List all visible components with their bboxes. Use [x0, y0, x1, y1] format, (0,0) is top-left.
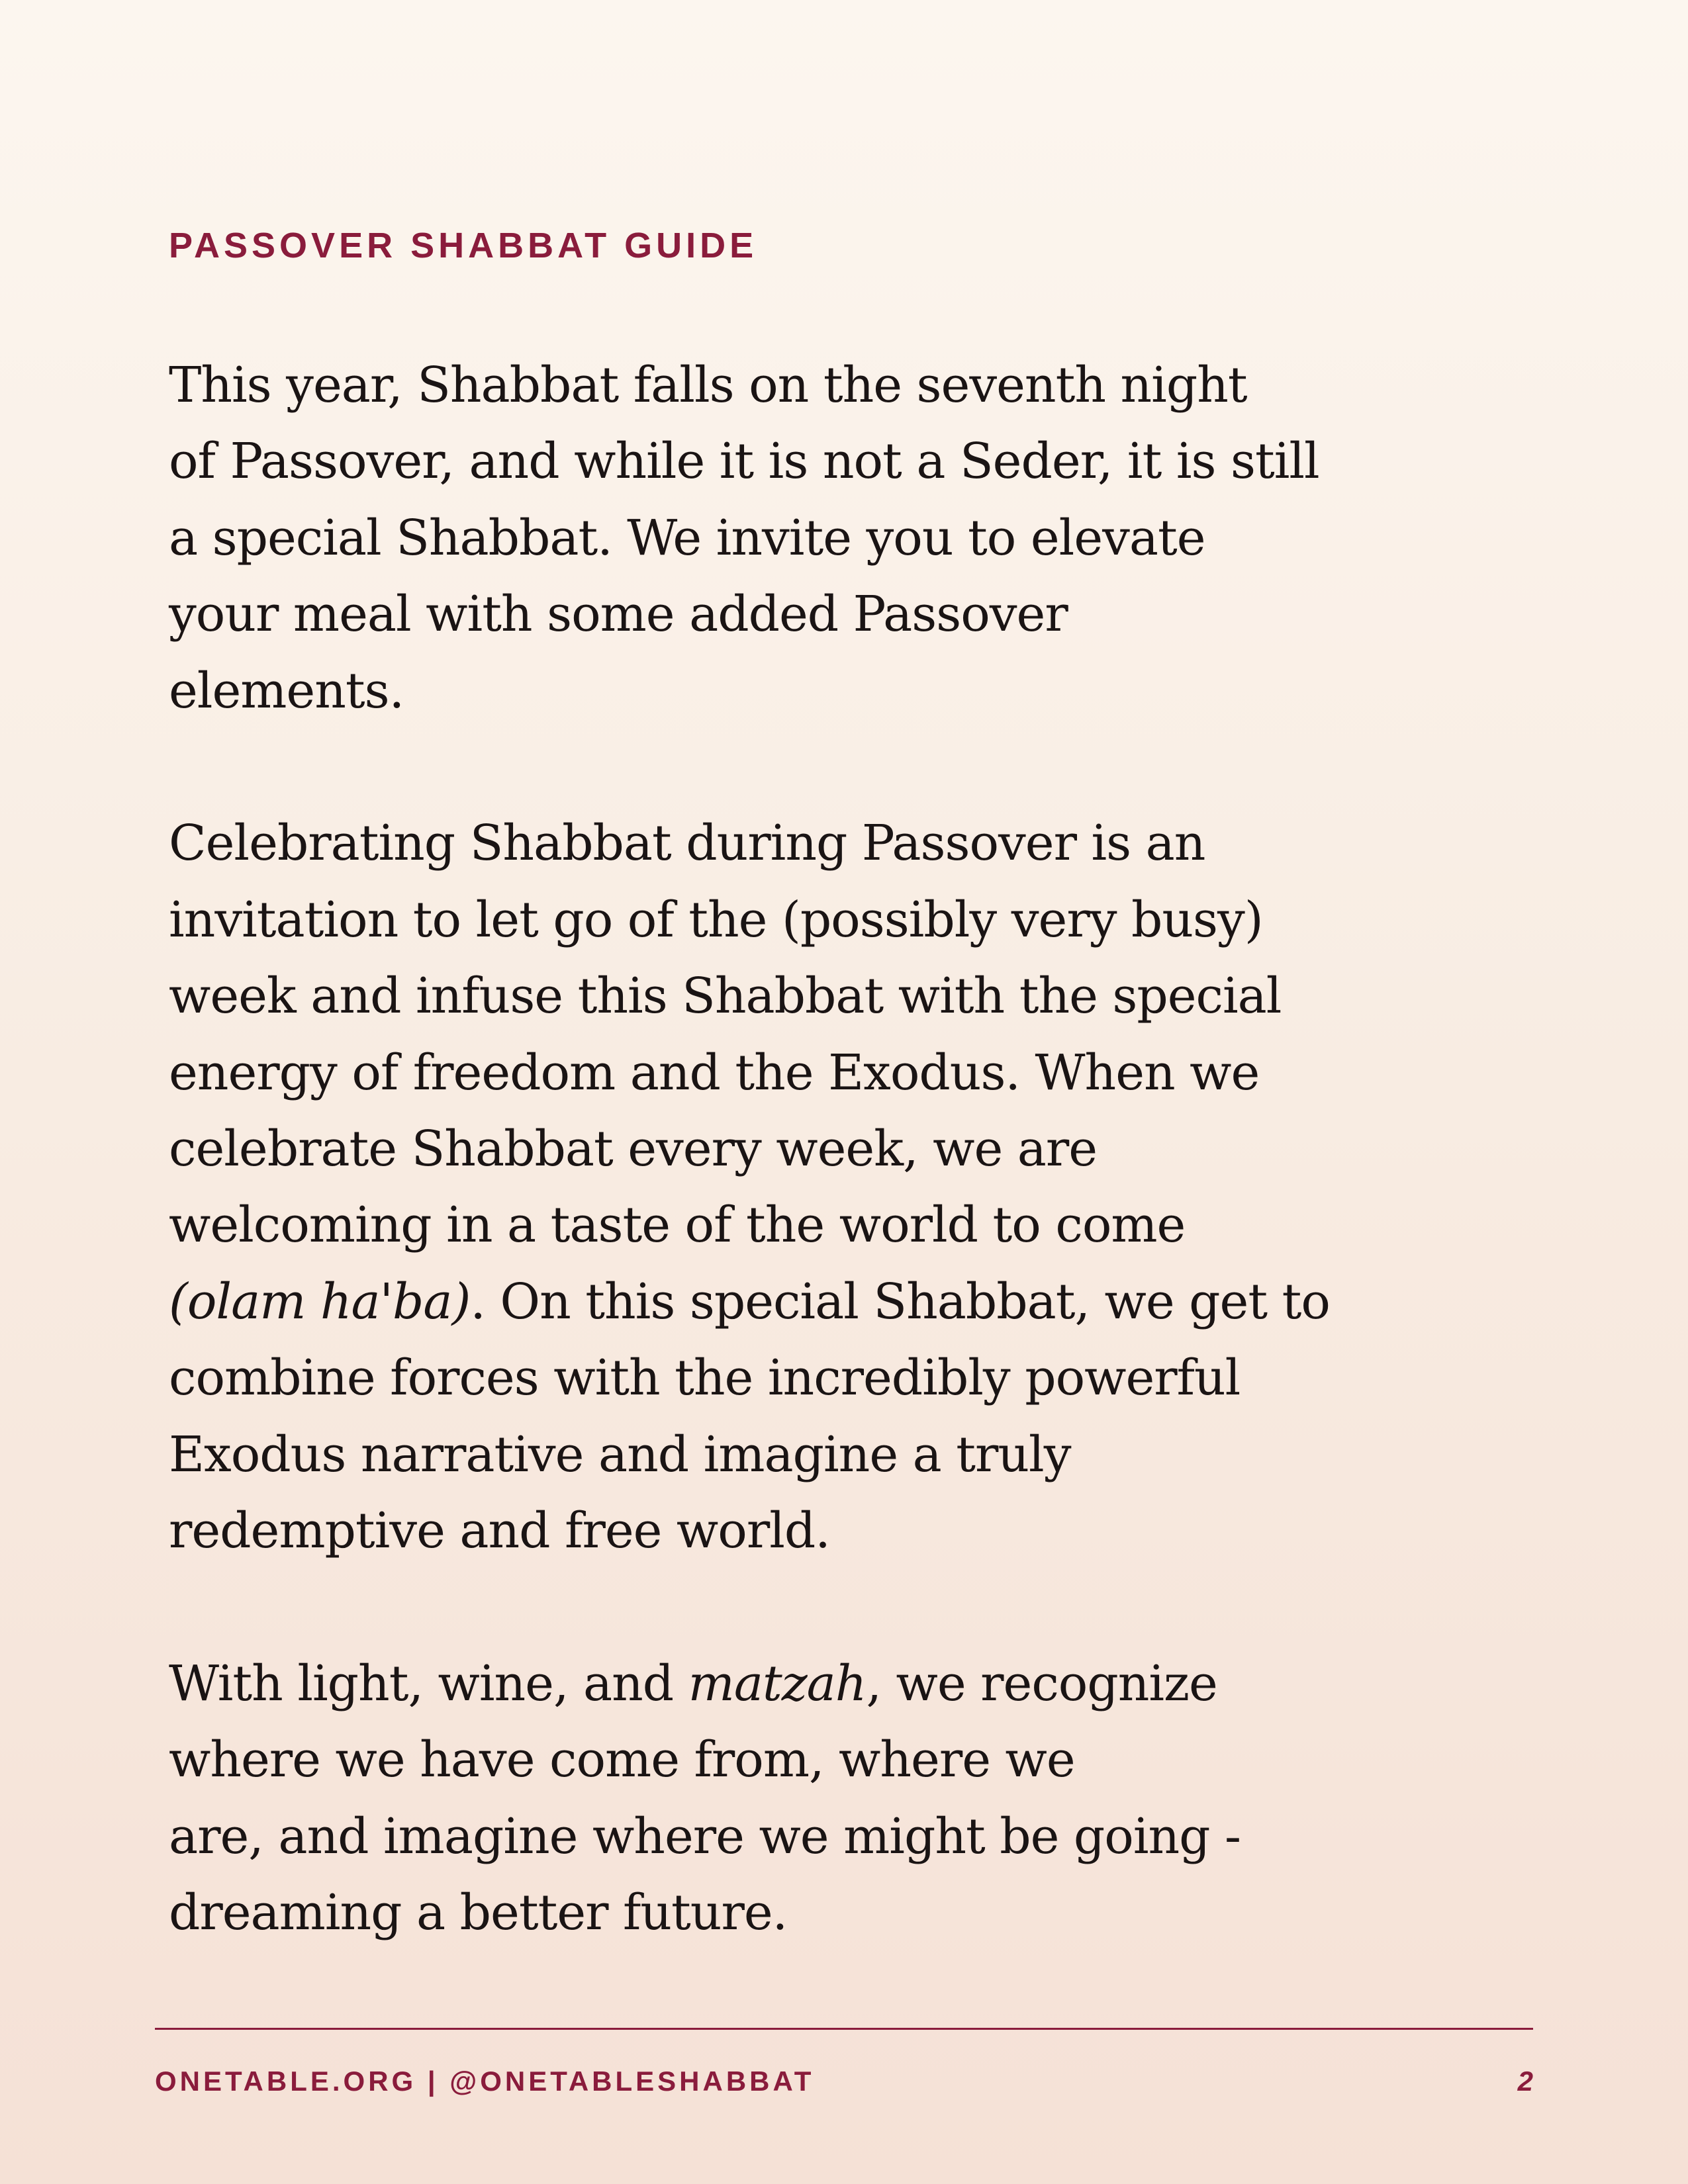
- paragraph-line: welcoming in a taste of the world to come: [169, 1197, 1186, 1254]
- paragraph-line: are, and imagine where we might be going -: [169, 1807, 1241, 1865]
- paragraph-2: [169, 805, 1330, 1569]
- paragraph-line: combine forces with the incredibly powerful: [169, 1349, 1241, 1407]
- paragraph-line: invitation to let go of the (possibly very busy): [169, 891, 1263, 948]
- paragraph-line-start: With light, wine, and: [169, 1655, 688, 1712]
- paragraph-line: Celebrating Shabbat during Passover is an: [169, 815, 1205, 872]
- italic-term-olam-haba: (olam ha'ba): [169, 1273, 471, 1330]
- paragraph-line: where we have come from, where we: [169, 1731, 1075, 1789]
- paragraph-line: Exodus narrative and imagine a truly: [169, 1426, 1071, 1483]
- paragraph-line: week and infuse this Shabbat with the special: [169, 968, 1282, 1025]
- paragraph-line: [169, 1646, 1294, 1722]
- page-number: 2: [1517, 2066, 1533, 2097]
- paragraph-line-rest: , we recognize: [866, 1655, 1217, 1712]
- paragraph-line: celebrate Shabbat every week, we are: [169, 1120, 1098, 1178]
- paragraph-line: This year, Shabbat falls on the seventh night: [169, 357, 1247, 414]
- paragraph-line: your meal with some added Passover: [169, 586, 1068, 643]
- paragraph-line: [169, 1264, 1330, 1340]
- paragraph-line: a special Shabbat. We invite you to elevate: [169, 509, 1205, 567]
- paragraph-line: of Passover, and while it is not a Seder, it is still: [169, 433, 1319, 490]
- paragraph-3: [169, 1646, 1294, 1952]
- paragraph-line-rest: . On this special Shabbat, we get to: [470, 1273, 1330, 1330]
- footer-site-handle: ONETABLE.ORG | @ONETABLESHABBAT: [155, 2066, 815, 2097]
- guide-title: PASSOVER SHABBAT GUIDE: [169, 226, 758, 265]
- paragraph-line: redemptive and free world.: [169, 1502, 830, 1560]
- paragraph-line: elements.: [169, 662, 404, 719]
- body-text: [169, 347, 1330, 2028]
- paragraph-line: dreaming a better future.: [169, 1884, 788, 1942]
- italic-term-matzah: matzah: [688, 1655, 867, 1712]
- footer-divider: [155, 2028, 1533, 2030]
- paragraph-1: [169, 347, 1319, 729]
- paragraph-line: energy of freedom and the Exodus. When we: [169, 1044, 1260, 1101]
